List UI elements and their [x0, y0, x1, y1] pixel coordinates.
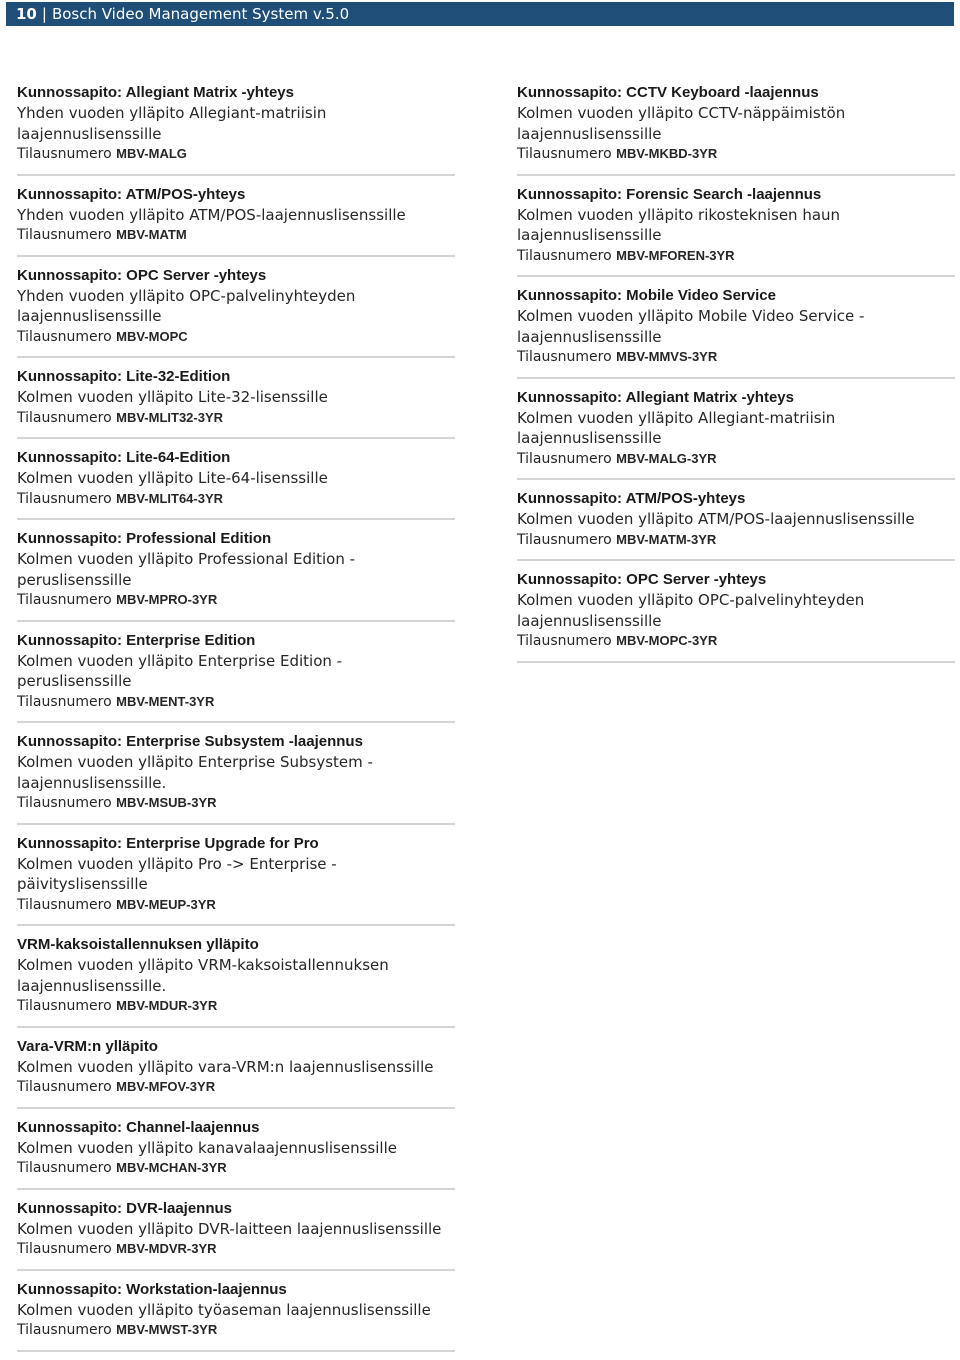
page-number: 10: [16, 5, 37, 23]
maintenance-entry: [17, 1036, 455, 1109]
order-code: MBV-MPRO-3YR: [116, 592, 218, 607]
order-code: MBV-MWST-3YR: [116, 1322, 218, 1337]
entry-title: Kunnossapito: Enterprise Edition: [17, 631, 256, 649]
entry-description: Kolmen vuoden ylläpito Enterprise Subsystem - laajennuslisenssille.: [17, 753, 373, 792]
entry-description: Kolmen vuoden ylläpito Lite-32-lisenssille: [17, 388, 328, 406]
order-code: MBV-MATM: [116, 227, 187, 242]
left-column: [17, 82, 455, 1360]
order-label: Tilausnumero: [17, 896, 112, 913]
entry-title: Kunnossapito: Workstation-laajennus: [17, 1280, 287, 1298]
order-label: Tilausnumero: [17, 998, 112, 1014]
order-label: Tilausnumero: [17, 328, 112, 345]
entry-description: Kolmen vuoden ylläpito VRM-kaksoistallennuksen laajennuslisenssille.: [17, 956, 389, 995]
order-label: Tilausnumero: [17, 693, 112, 710]
maintenance-entry: [17, 630, 455, 724]
entry-title: Kunnossapito: Channel-laajennus: [17, 1118, 260, 1136]
maintenance-entry: [517, 285, 955, 379]
order-code: MBV-MLIT32-3YR: [116, 409, 224, 425]
entry-description: Yhden vuoden ylläpito ATM/POS-laajennuslisenssille: [17, 205, 406, 224]
order-label: Tilausnumero: [17, 146, 112, 162]
entry-order-number: [17, 144, 455, 165]
entry-description: Kolmen vuoden ylläpito työaseman laajennuslisenssille: [17, 1300, 431, 1319]
entry-order-number: [17, 1239, 455, 1260]
maintenance-entry: [17, 528, 455, 622]
right-column: [517, 82, 955, 671]
order-code: MBV-MKBD-3YR: [616, 146, 718, 161]
maintenance-entry: [17, 833, 455, 927]
entry-description: Kolmen vuoden ylläpito Lite-64-lisenssille: [17, 469, 328, 487]
order-label: Tilausnumero: [517, 633, 612, 649]
entry-description: Kolmen vuoden ylläpito Mobile Video Service - laajennuslisenssille: [517, 307, 865, 346]
entry-title: Kunnossapito: Enterprise Subsystem -laajennus: [17, 733, 363, 750]
entry-order-number: [517, 449, 955, 470]
maintenance-entry: [17, 82, 455, 176]
entry-description: Kolmen vuoden ylläpito CCTV-näppäimistön laajennuslisenssille: [517, 104, 846, 143]
entry-title: Kunnossapito: ATM/POS-yhteys: [17, 185, 246, 203]
order-code: MBV-MDUR-3YR: [116, 998, 218, 1013]
maintenance-entry: [17, 184, 455, 257]
order-label: Tilausnumero: [517, 531, 612, 548]
entry-title: Kunnossapito: Lite-64-Edition: [17, 449, 231, 466]
maintenance-entry: [17, 1198, 455, 1271]
maintenance-entry: [17, 447, 455, 520]
entry-description: Kolmen vuoden ylläpito vara-VRM:n laajennuslisenssille: [17, 1057, 434, 1076]
entry-title: VRM-kaksoistallennuksen ylläpito: [17, 936, 259, 953]
order-label: Tilausnumero: [17, 1160, 112, 1176]
entry-order-number: [517, 347, 955, 368]
order-code: MBV-MLIT64-3YR: [116, 490, 224, 506]
page-header: [6, 2, 954, 26]
order-code: MBV-MMVS-3YR: [616, 349, 718, 364]
maintenance-entry: [17, 1279, 455, 1352]
entry-description: Kolmen vuoden ylläpito DVR-laitteen laajennuslisenssille: [17, 1219, 442, 1238]
entry-order-number: [17, 692, 455, 713]
order-label: Tilausnumero: [17, 409, 112, 426]
order-code: MBV-MOPC-3YR: [616, 633, 718, 648]
order-label: Tilausnumero: [17, 1079, 112, 1095]
order-label: Tilausnumero: [517, 247, 612, 264]
entry-description: Kolmen vuoden ylläpito rikosteknisen haun laajennuslisenssille: [517, 205, 841, 244]
entry-order-number: [517, 530, 955, 551]
maintenance-entry: [17, 1117, 455, 1190]
entry-order-number: [17, 1158, 455, 1179]
entry-order-number: [517, 144, 955, 165]
entry-description: Kolmen vuoden ylläpito Allegiant-matriisin laajennuslisenssille: [517, 408, 836, 447]
order-code: MBV-MSUB-3YR: [116, 795, 217, 810]
order-code: MBV-MATM-3YR: [616, 531, 717, 547]
entry-description: Kolmen vuoden ylläpito kanavalaajennuslisenssille: [17, 1138, 397, 1157]
order-code: MBV-MFOREN-3YR: [616, 247, 735, 263]
order-label: Tilausnumero: [17, 1241, 112, 1257]
order-code: MBV-MDVR-3YR: [116, 1241, 217, 1256]
entry-description: Yhden vuoden ylläpito Allegiant-matriisin laajennuslisenssille: [17, 104, 327, 143]
entry-order-number: [17, 225, 455, 246]
entry-title: Kunnossapito: Lite-32-Edition: [17, 368, 231, 385]
entry-order-number: [517, 246, 955, 267]
order-code: MBV-MCHAN-3YR: [116, 1160, 227, 1175]
maintenance-entry: [517, 387, 955, 481]
entry-title: Kunnossapito: DVR-laajennus: [17, 1199, 233, 1217]
entry-title: Kunnossapito: OPC Server -yhteys: [517, 571, 767, 588]
entry-order-number: [17, 489, 455, 510]
order-code: MBV-MEUP-3YR: [116, 896, 216, 912]
entry-order-number: [17, 590, 455, 611]
order-label: Tilausnumero: [17, 227, 112, 243]
order-label: Tilausnumero: [17, 592, 112, 608]
entry-order-number: [17, 895, 455, 916]
maintenance-entry: [17, 366, 455, 439]
order-label: Tilausnumero: [517, 349, 612, 365]
entry-description: Kolmen vuoden ylläpito ATM/POS-laajennuslisenssille: [517, 510, 915, 528]
entry-description: Kolmen vuoden ylläpito Enterprise Edition - peruslisenssille: [17, 651, 343, 690]
entry-order-number: [17, 1320, 455, 1341]
entry-order-number: [17, 996, 455, 1017]
order-label: Tilausnumero: [517, 146, 612, 162]
entry-title: Kunnossapito: CCTV Keyboard -laajennus: [517, 84, 819, 101]
entry-order-number: [17, 327, 455, 348]
header-separator: |: [41, 5, 47, 23]
maintenance-entry: [17, 731, 455, 825]
entry-title: Kunnossapito: Professional Edition: [17, 530, 272, 547]
entry-title: Kunnossapito: Enterprise Upgrade for Pro: [17, 834, 319, 852]
maintenance-entry: [517, 569, 955, 663]
order-code: MBV-MOPC: [116, 328, 188, 344]
entry-title: Kunnossapito: Allegiant Matrix -yhteys: [517, 388, 794, 406]
order-label: Tilausnumero: [517, 450, 612, 467]
maintenance-entry: [517, 488, 955, 561]
entry-title: Kunnossapito: ATM/POS-yhteys: [517, 490, 746, 507]
order-code: MBV-MENT-3YR: [116, 693, 215, 709]
entry-description: Kolmen vuoden ylläpito Professional Edition - peruslisenssille: [17, 550, 356, 589]
entry-title: Kunnossapito: Allegiant Matrix -yhteys: [17, 84, 294, 101]
entry-title: Kunnossapito: Mobile Video Service: [517, 287, 776, 304]
entry-order-number: [517, 631, 955, 652]
maintenance-entry: [517, 184, 955, 278]
entry-description: Yhden vuoden ylläpito OPC-palvelinyhteyden laajennuslisenssille: [17, 286, 356, 325]
entry-title: Kunnossapito: Forensic Search -laajennus: [517, 185, 822, 203]
entry-description: Kolmen vuoden ylläpito Pro -> Enterprise - päivityslisenssille: [17, 854, 337, 893]
entry-order-number: [17, 793, 455, 814]
order-label: Tilausnumero: [17, 795, 112, 811]
order-code: MBV-MFOV-3YR: [116, 1079, 216, 1094]
maintenance-entry: [17, 934, 455, 1028]
entry-title: Kunnossapito: OPC Server -yhteys: [17, 266, 267, 284]
document-title: Bosch Video Management System v.5.0: [51, 5, 350, 23]
order-label: Tilausnumero: [17, 490, 112, 507]
maintenance-entry: [517, 82, 955, 176]
entry-order-number: [17, 1077, 455, 1098]
entry-order-number: [17, 408, 455, 429]
entry-title: Vara-VRM:n ylläpito: [17, 1037, 158, 1055]
maintenance-entry: [17, 265, 455, 359]
entry-description: Kolmen vuoden ylläpito OPC-palvelinyhteyden laajennuslisenssille: [517, 591, 865, 630]
order-code: MBV-MALG: [116, 146, 187, 161]
order-label: Tilausnumero: [17, 1322, 112, 1338]
order-code: MBV-MALG-3YR: [616, 450, 717, 466]
